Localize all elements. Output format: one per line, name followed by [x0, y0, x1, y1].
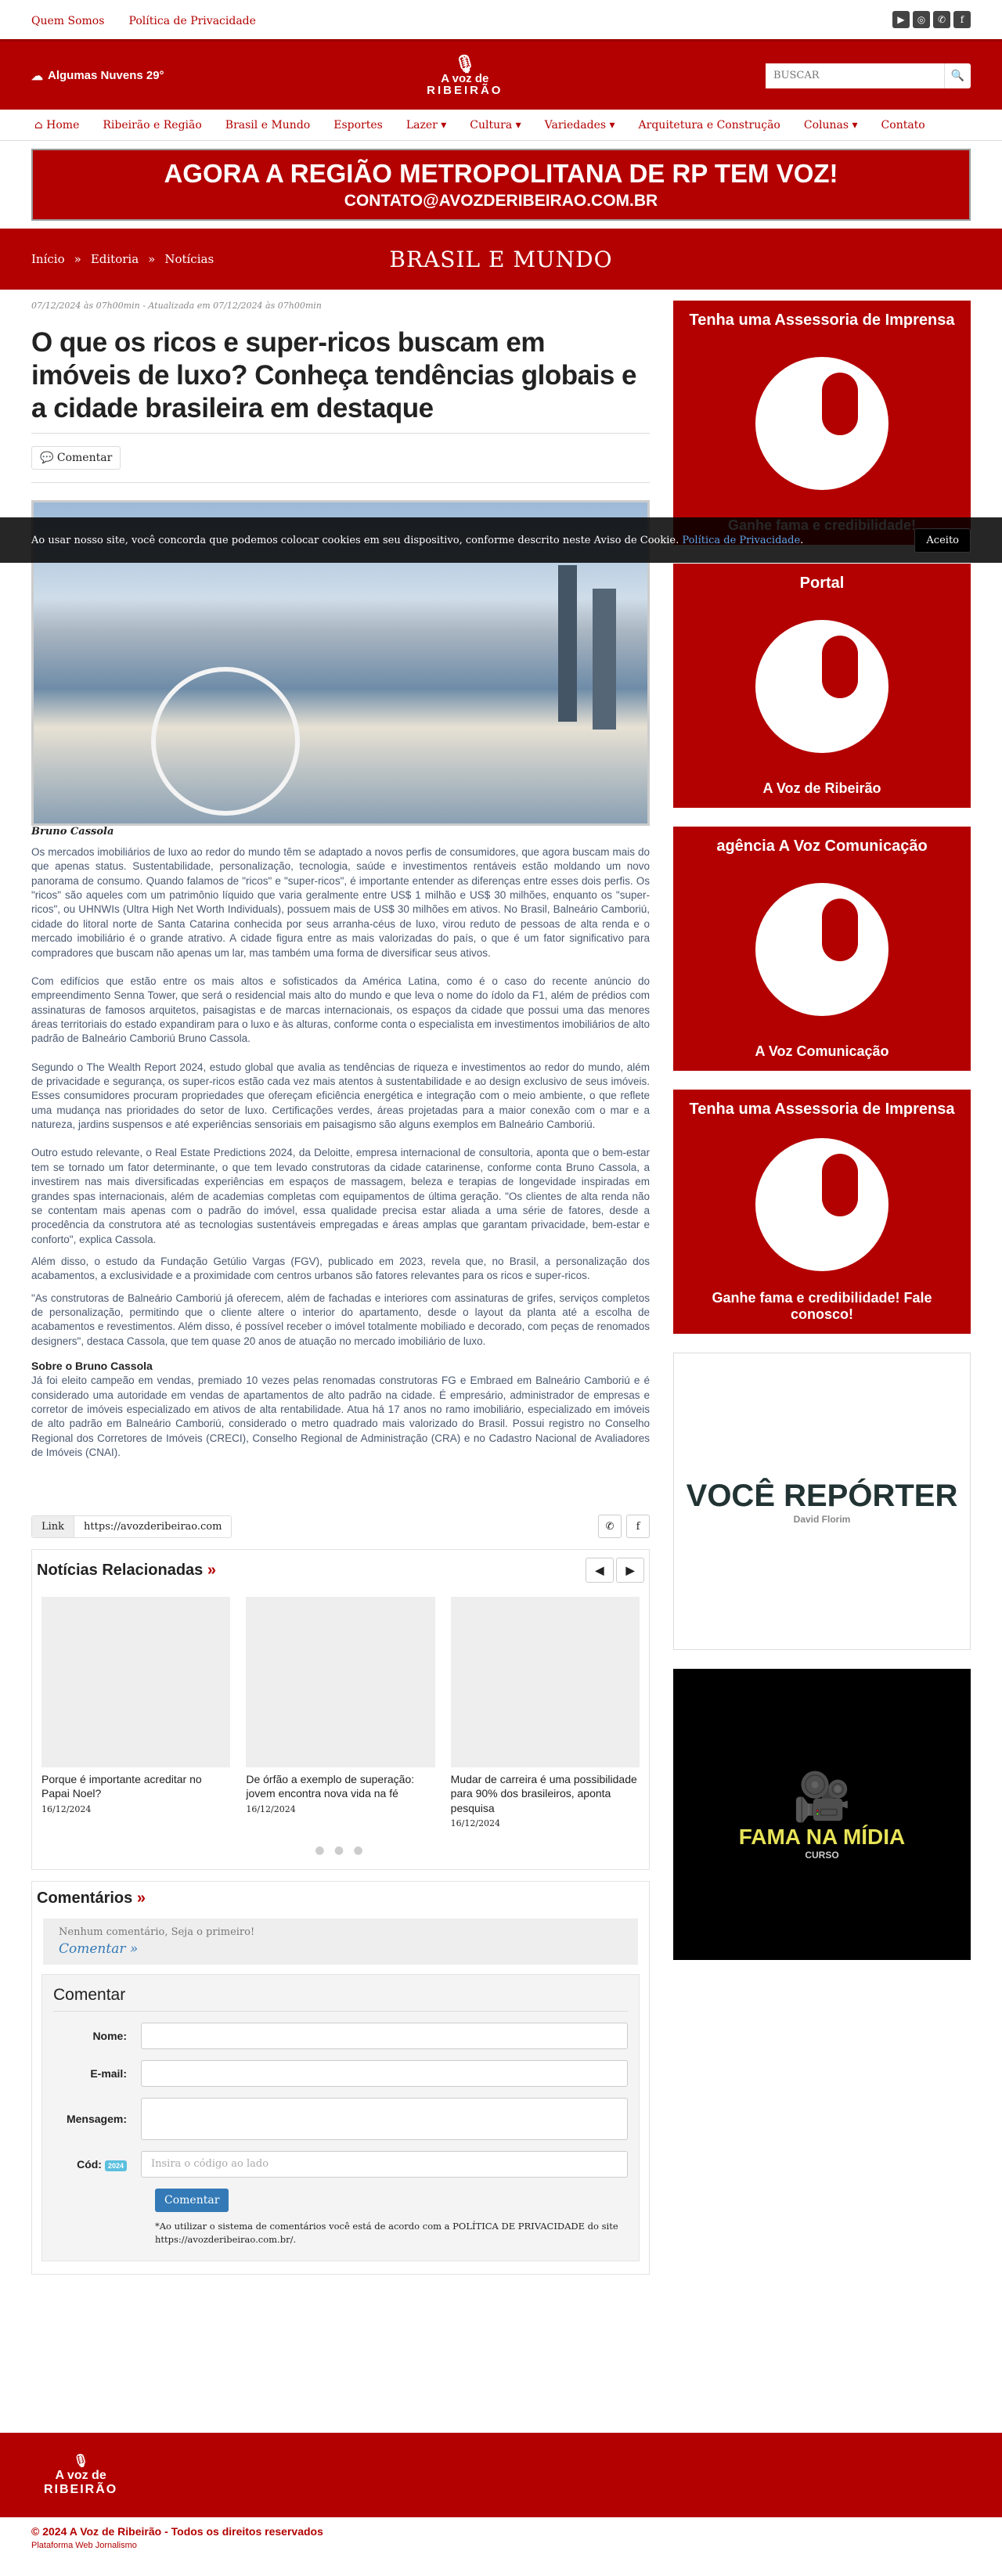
carousel-dots[interactable]: ● ● ●: [315, 1843, 366, 1857]
privacy-link[interactable]: Política de Privacidade: [128, 14, 256, 27]
paragraph: Outro estudo relevante, o Real Estate Predictions 2024, da Deloitte, empresa internacional de consultoria, aponta que o bem-estar tem se tornado um fator determinante, o que tem levado construtoras da cidade catarinense, conforme conta Bruno Cassola, a investirem nas mais diversificadas experiências em espaços de massagem, beleza e terapias de longevidade inspiradas em grandes spas internacionais, além de academias completas com equipamentos de última geração. "Os clientes de alta renda não se contentam mais apenas com o padrão do imóvel, essa qualidade precisa estar aliada a uma série de fatores, desde a procedência da construtora até as tecnologias sustentáveis empregadas e áreas amplas que garantam privacidade, bem-estar e conforto", explica Cassola.: [31, 1147, 650, 1245]
cookie-accept-button[interactable]: Aceito: [914, 528, 971, 553]
paragraph: Com edifícios que estão entre os mais altos e sofisticados da América Latina, como é o caso do recente anúncio do empreendimento Senna Tower, que será o residencial mais alto do mundo e que leva o nome do ídolo da F1, além de prédios com assinaturas de famosos arquitetos, paisagistas e de marcas internacionais, os espaços da cidade que possui uma das menores áreas territoriais do estado expandiram para o luxo e às alturas, conforme conta o especialista em investimentos imobiliários de alto padrão de Balneário Camboriú Bruno Cassola.: [31, 975, 650, 1045]
related-card[interactable]: Mudar de carreira é uma possibilidade para 90% dos brasileiros, aponta pesquisa 16/12/2024: [451, 1597, 640, 1828]
search-input[interactable]: [766, 63, 944, 88]
email-field[interactable]: [141, 2060, 628, 2087]
microphone-icon: [755, 357, 888, 490]
youtube-icon[interactable]: ▶: [892, 11, 910, 28]
comments-box: Comentários » Nenhum comentário, Seja o primeiro! Comentar » Comentar Nome: E-mail: Mensagem: Cód: 2024 Insira o código ao lado Comentar *Ao utilizar o sistema de comentários você está de acordo com a POLÍTICA DE PRIVACIDADE do site https://avozderibeirao.com.br/.: [31, 1881, 650, 2275]
related-news: Notícias Relacionadas » ◀ ▶ Porque é importante acreditar no Papai Noel? 16/12/2024 De órfão a exemplo de superação: jovem encontra nova vida na fé 16/12/2024 Mudar de carreira é uma possibilidade para 90% dos brasileiros, aponta pesquisa 16/12/2024 ● ● ●: [31, 1549, 650, 1870]
facebook-share-icon[interactable]: f: [626, 1515, 650, 1538]
nav-home[interactable]: ⌂ Home: [34, 118, 80, 132]
related-card[interactable]: De órfão a exemplo de superação: jovem encontra nova vida na fé 16/12/2024: [246, 1597, 434, 1828]
ad-banner[interactable]: 🎥 FAMA NA MÍDIA CURSO: [673, 1669, 971, 1960]
code-field[interactable]: Insira o código ao lado: [141, 2151, 628, 2178]
main-nav: [0, 110, 1002, 141]
cloud-icon: ☁: [31, 69, 43, 83]
related-card[interactable]: Porque é importante acreditar no Papai Noel? 16/12/2024: [41, 1597, 230, 1828]
ad-banner[interactable]: VOCÊ REPÓRTER David Florim: [673, 1353, 971, 1650]
article-title: O que os ricos e super-ricos buscam em imóveis de luxo? Conheça tendências globais e a cidade brasileira em destaque: [31, 327, 636, 423]
comment-form: Comentar Nome: E-mail: Mensagem: Cód: 2024 Insira o código ao lado Comentar *Ao utilizar o sistema de comentários você está de acordo com a POLÍTICA DE PRIVACIDADE do site https://avozderibeirao.com.br/.: [41, 1974, 640, 2262]
crumb-noticias[interactable]: Notícias: [164, 252, 214, 266]
nav-ribeirao[interactable]: Ribeirão e Região: [103, 118, 202, 132]
quem-somos-link[interactable]: Quem Somos: [31, 14, 105, 27]
cookie-privacy-link[interactable]: Política de Privacidade: [682, 534, 801, 546]
nav-lazer[interactable]: Lazer ▾: [405, 118, 447, 132]
nav-esportes[interactable]: Esportes: [333, 118, 383, 132]
comment-button[interactable]: 💬 Comentar: [31, 446, 121, 470]
paragraph: Além disso, o estudo da Fundação Getúlio Vargas (FGV), publicado em 2023, revela que, no Brasil, a personalização dos acabamentos, a exclusividade e a proximidade com centros urbanos são fatores relevantes para os ricos e super-ricos.: [31, 1255, 650, 1282]
ad-banner[interactable]: agência A Voz Comunicação A Voz Comunicação: [673, 827, 971, 1071]
camera-icon: 🎥: [792, 1770, 852, 1823]
whatsapp-icon[interactable]: ✆: [933, 11, 950, 28]
platform-link[interactable]: Plataforma Web Jornalismo: [31, 2541, 137, 2550]
microphone-icon: [755, 1138, 888, 1271]
nav-contato[interactable]: Contato: [881, 118, 925, 132]
search-box: [766, 63, 971, 88]
header: [0, 39, 1002, 110]
article-meta: 07/12/2024 às 07h00min - Atualizada em 07/12/2024 às 07h00min: [31, 301, 322, 311]
breadcrumb: Início » Editoria » Notícias: [31, 252, 214, 266]
next-arrow-icon[interactable]: ▶: [616, 1558, 644, 1583]
paragraph: Os mercados imobiliários de luxo ao redor do mundo têm se adaptado a novos perfis de consumidores, que agora buscam mais do que apenas status. Sustentabilidade, personalização, tecnologia, saúde e investimentos rentáveis estão moldando um novo panorama de consumo. Quando falamos de "ricos" e "super-ricos", é importante entender as diferenças entre esses dois perfis. Os "ricos" são aqueles com um patrimônio líquido que varia geralmente entre US$ 1 milhão e US$ 30 milhões, enquanto os "super-ricos", ou UHNWIs (Ultra High Net Worth Individuals), possuem mais de US$ 30 milhões em ativos. No Brasil, Balneário Camboriú, cidade do litoral norte de Santa Catarina conhecida por seus arranha-céus de luxo, virou reduto de pessoas de alta renda e o mercado imobiliário é o grande atrativo. A cidade figura entre as mais valorizadas do país, o que é um fator significativo para compradores que buscam não apenas um lar, mas também uma forma de diversificar seus ativos.: [31, 846, 650, 959]
link-url[interactable]: https://avozderibeirao.com: [84, 1520, 222, 1533]
name-field[interactable]: [141, 2023, 628, 2049]
nav-variedades[interactable]: Variedades ▾: [544, 118, 615, 132]
link-box: Link https://avozderibeirao.com: [31, 1515, 232, 1538]
about-heading: Sobre o Bruno Cassola: [31, 1360, 153, 1373]
photo-caption: Bruno Cassola: [31, 826, 114, 838]
article: [31, 301, 650, 2275]
sidebar: [673, 301, 971, 2275]
paragraph: "As construtoras de Balneário Camboriú já oferecem, além de fachadas e interiores com assinaturas de grifes, serviços completos de personalização, permitindo que o cliente altere o interior do apartamento, desde o layout da planta até a escolha de acabamentos e revestimentos. Além disso, é possível receber o imóvel totalmente mobiliado e decorado, com peças de renomados designers", destaca Cassola, que tem quase 20 anos de atuação no mercado imobiliário de luxo.: [31, 1292, 650, 1347]
submit-comment-button[interactable]: Comentar: [155, 2189, 229, 2212]
paragraph: Já foi eleito campeão em vendas, premiado 10 vezes pelas renomadas construtoras FG e Embraed em Balneário Camboriú e é considerado uma autoridade em vendas de apartamentos de alto padrão na cidade. É empresário, administrador de empresas e corretor de imóveis especializado em ativos de alta rentabilidade. Atua há 17 anos no ramo imobiliário, especializado em imóveis de alto padrão em Balneário Camboriú, considerado o metro quadrado mais valorizado do Brasil. Possui registro no Conselho Regional dos Corretores de Imóveis (CRECI), Conselho Regional de Administração (CRA) e no Cadastro Nacional de Avaliadores de Imóveis (CNAI).: [31, 1374, 650, 1458]
footer-logo[interactable]: 🎙 A voz de RIBEIRÃO: [44, 2455, 118, 2496]
nav-cultura[interactable]: Cultura ▾: [470, 118, 521, 132]
copyright-bar: © 2024 A Voz de Ribeirão - Todos os direitos reservados Plataforma Web Jornalismo: [0, 2517, 1002, 2558]
instagram-icon[interactable]: ◎: [913, 11, 930, 28]
comment-icon: 💬: [40, 452, 54, 464]
microphone-icon: 🎙: [72, 2455, 89, 2468]
section-title: BRASIL E MUNDO: [389, 246, 613, 272]
ad-banner[interactable]: Tenha uma Assessoria de Imprensa Ganhe fama e credibilidade! Fale conosco!: [673, 1090, 971, 1334]
microphone-icon: [755, 883, 888, 1016]
footer: [0, 2433, 1002, 2517]
nav-arquitetura[interactable]: Arquitetura e Construção: [638, 118, 780, 132]
ad-banner[interactable]: Portal A Voz de Ribeirão: [673, 564, 971, 808]
crumb-editoria[interactable]: Editoria: [90, 252, 139, 266]
facebook-icon[interactable]: f: [953, 11, 971, 28]
top-bar: [0, 0, 1002, 39]
whatsapp-share-icon[interactable]: ✆: [598, 1515, 622, 1538]
prev-arrow-icon[interactable]: ◀: [586, 1558, 614, 1583]
link-share-row: [31, 1515, 650, 1538]
nav-brasil[interactable]: Brasil e Mundo: [225, 118, 311, 132]
comment-cta[interactable]: Comentar »: [59, 1940, 139, 1957]
nav-colunas[interactable]: Colunas ▾: [803, 118, 858, 132]
promo-banner[interactable]: AGORA A REGIÃO METROPOLITANA DE RP TEM VOZ! CONTATO@AVOZDERIBEIRAO.COM.BR: [31, 149, 971, 221]
message-field[interactable]: [141, 2098, 628, 2140]
crumb-inicio[interactable]: Início: [31, 252, 65, 266]
cookie-notice: Ao usar nosso site, você concorda que podemos colocar cookies em seu dispositivo, conforme descrito neste Aviso de Cookie. Política de Privacidade. Aceito: [0, 517, 1002, 563]
breadcrumb-bar: [0, 229, 1002, 290]
weather: ☁ Algumas Nuvens 29°: [31, 69, 164, 83]
paragraph: Segundo o The Wealth Report 2024, estudo global que avalia as tendências de riqueza e investimentos ao redor do mundo, além de privacidade e segurança, os super-ricos estão cada vez mais atentos à sustentabilidade e ao design exclusivo de seus imóveis. Esses consumidores procuram propriedades que ofereçam eficiência energética e integração com o meio ambiente, o que reflete uma mudança nas prioridades do setor de luxo. Certificações verdes, áreas projetadas para a maior conexão com o mar e a natureza, jardins suspensos e até experiências sensoriais em paisagismo são alguns exemplos em Balneário Camboriú.: [31, 1061, 650, 1131]
microphone-icon: 🎙: [453, 53, 476, 74]
microphone-icon: [755, 620, 888, 753]
search-icon[interactable]: 🔍: [944, 63, 971, 88]
site-logo[interactable]: 🎙 A voz de RIBEIRÃO: [427, 53, 503, 97]
ad-banner[interactable]: Tenha uma Assessoria de Imprensa: [673, 301, 971, 545]
